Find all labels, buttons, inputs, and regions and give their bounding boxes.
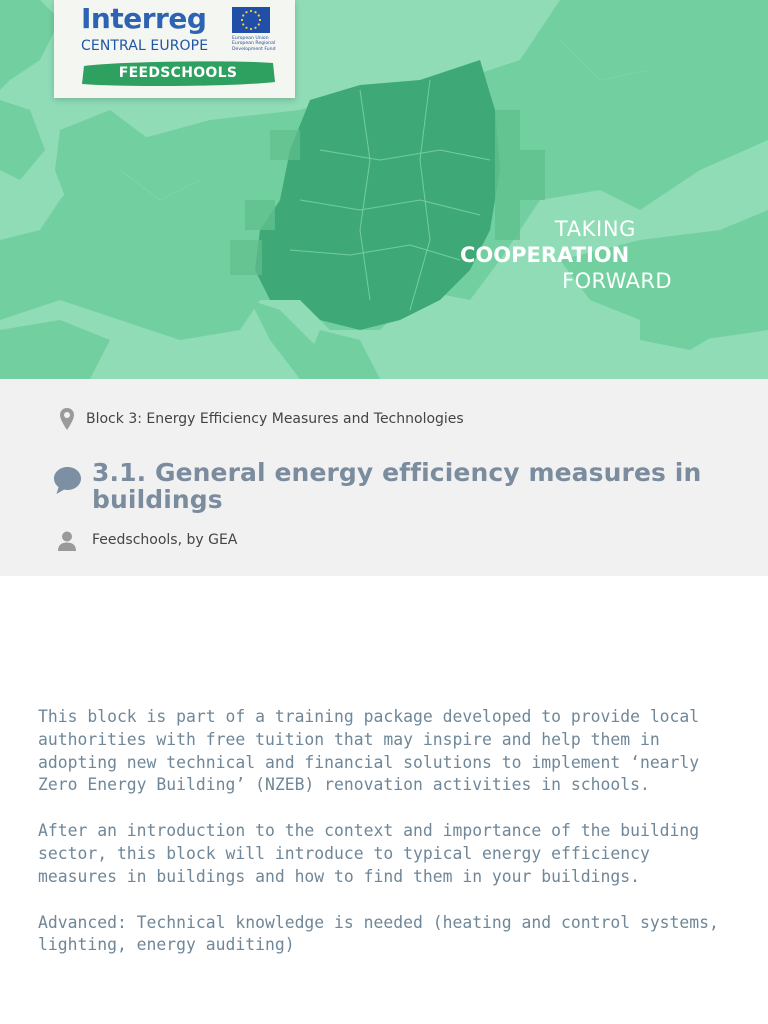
speech-bubble-icon <box>53 466 82 495</box>
tagline <box>460 216 672 294</box>
user-icon <box>58 531 76 551</box>
tagline-line-3: FORWARD <box>562 269 672 293</box>
description-paragraph: This block is part of a training package developed to provide local authorities with free tuition that may inspire and help them in adopting new technical and financial solutions to implement ‘nearly Zero Energy Building’ (NZEB) renovation activities in schools. <box>38 707 700 795</box>
logo-brand: Interreg <box>81 2 207 35</box>
logo-region: CENTRAL EUROPE <box>81 38 209 54</box>
course-description <box>38 706 738 980</box>
project-name: FEEDSCHOOLS <box>118 65 238 81</box>
tagline-line-2: COOPERATION <box>460 243 630 267</box>
eu-flag-icon <box>232 7 270 33</box>
description-paragraph: Advanced: Technical knowledge is needed (heating and control systems, lighting, energy auditing) <box>38 912 719 955</box>
map-pin-icon <box>60 408 74 430</box>
author-name[interactable]: Feedschools, by GEA <box>92 532 238 548</box>
breadcrumb[interactable]: Block 3: Energy Efficiency Measures and Technologies <box>86 411 464 427</box>
tagline-line-1: TAKING <box>554 217 636 241</box>
page-title: 3.1. General energy efficiency measures in buildings <box>92 458 702 514</box>
hero-banner <box>0 0 768 379</box>
description-paragraph: After an introduction to the context and importance of the building sector, this block will introduce to typical energy efficiency measures in buildings and how to find them in your buildings. <box>38 821 700 886</box>
interreg-logo <box>54 0 295 98</box>
eu-fund-text: European Union European Regional Development Fund <box>232 36 276 52</box>
